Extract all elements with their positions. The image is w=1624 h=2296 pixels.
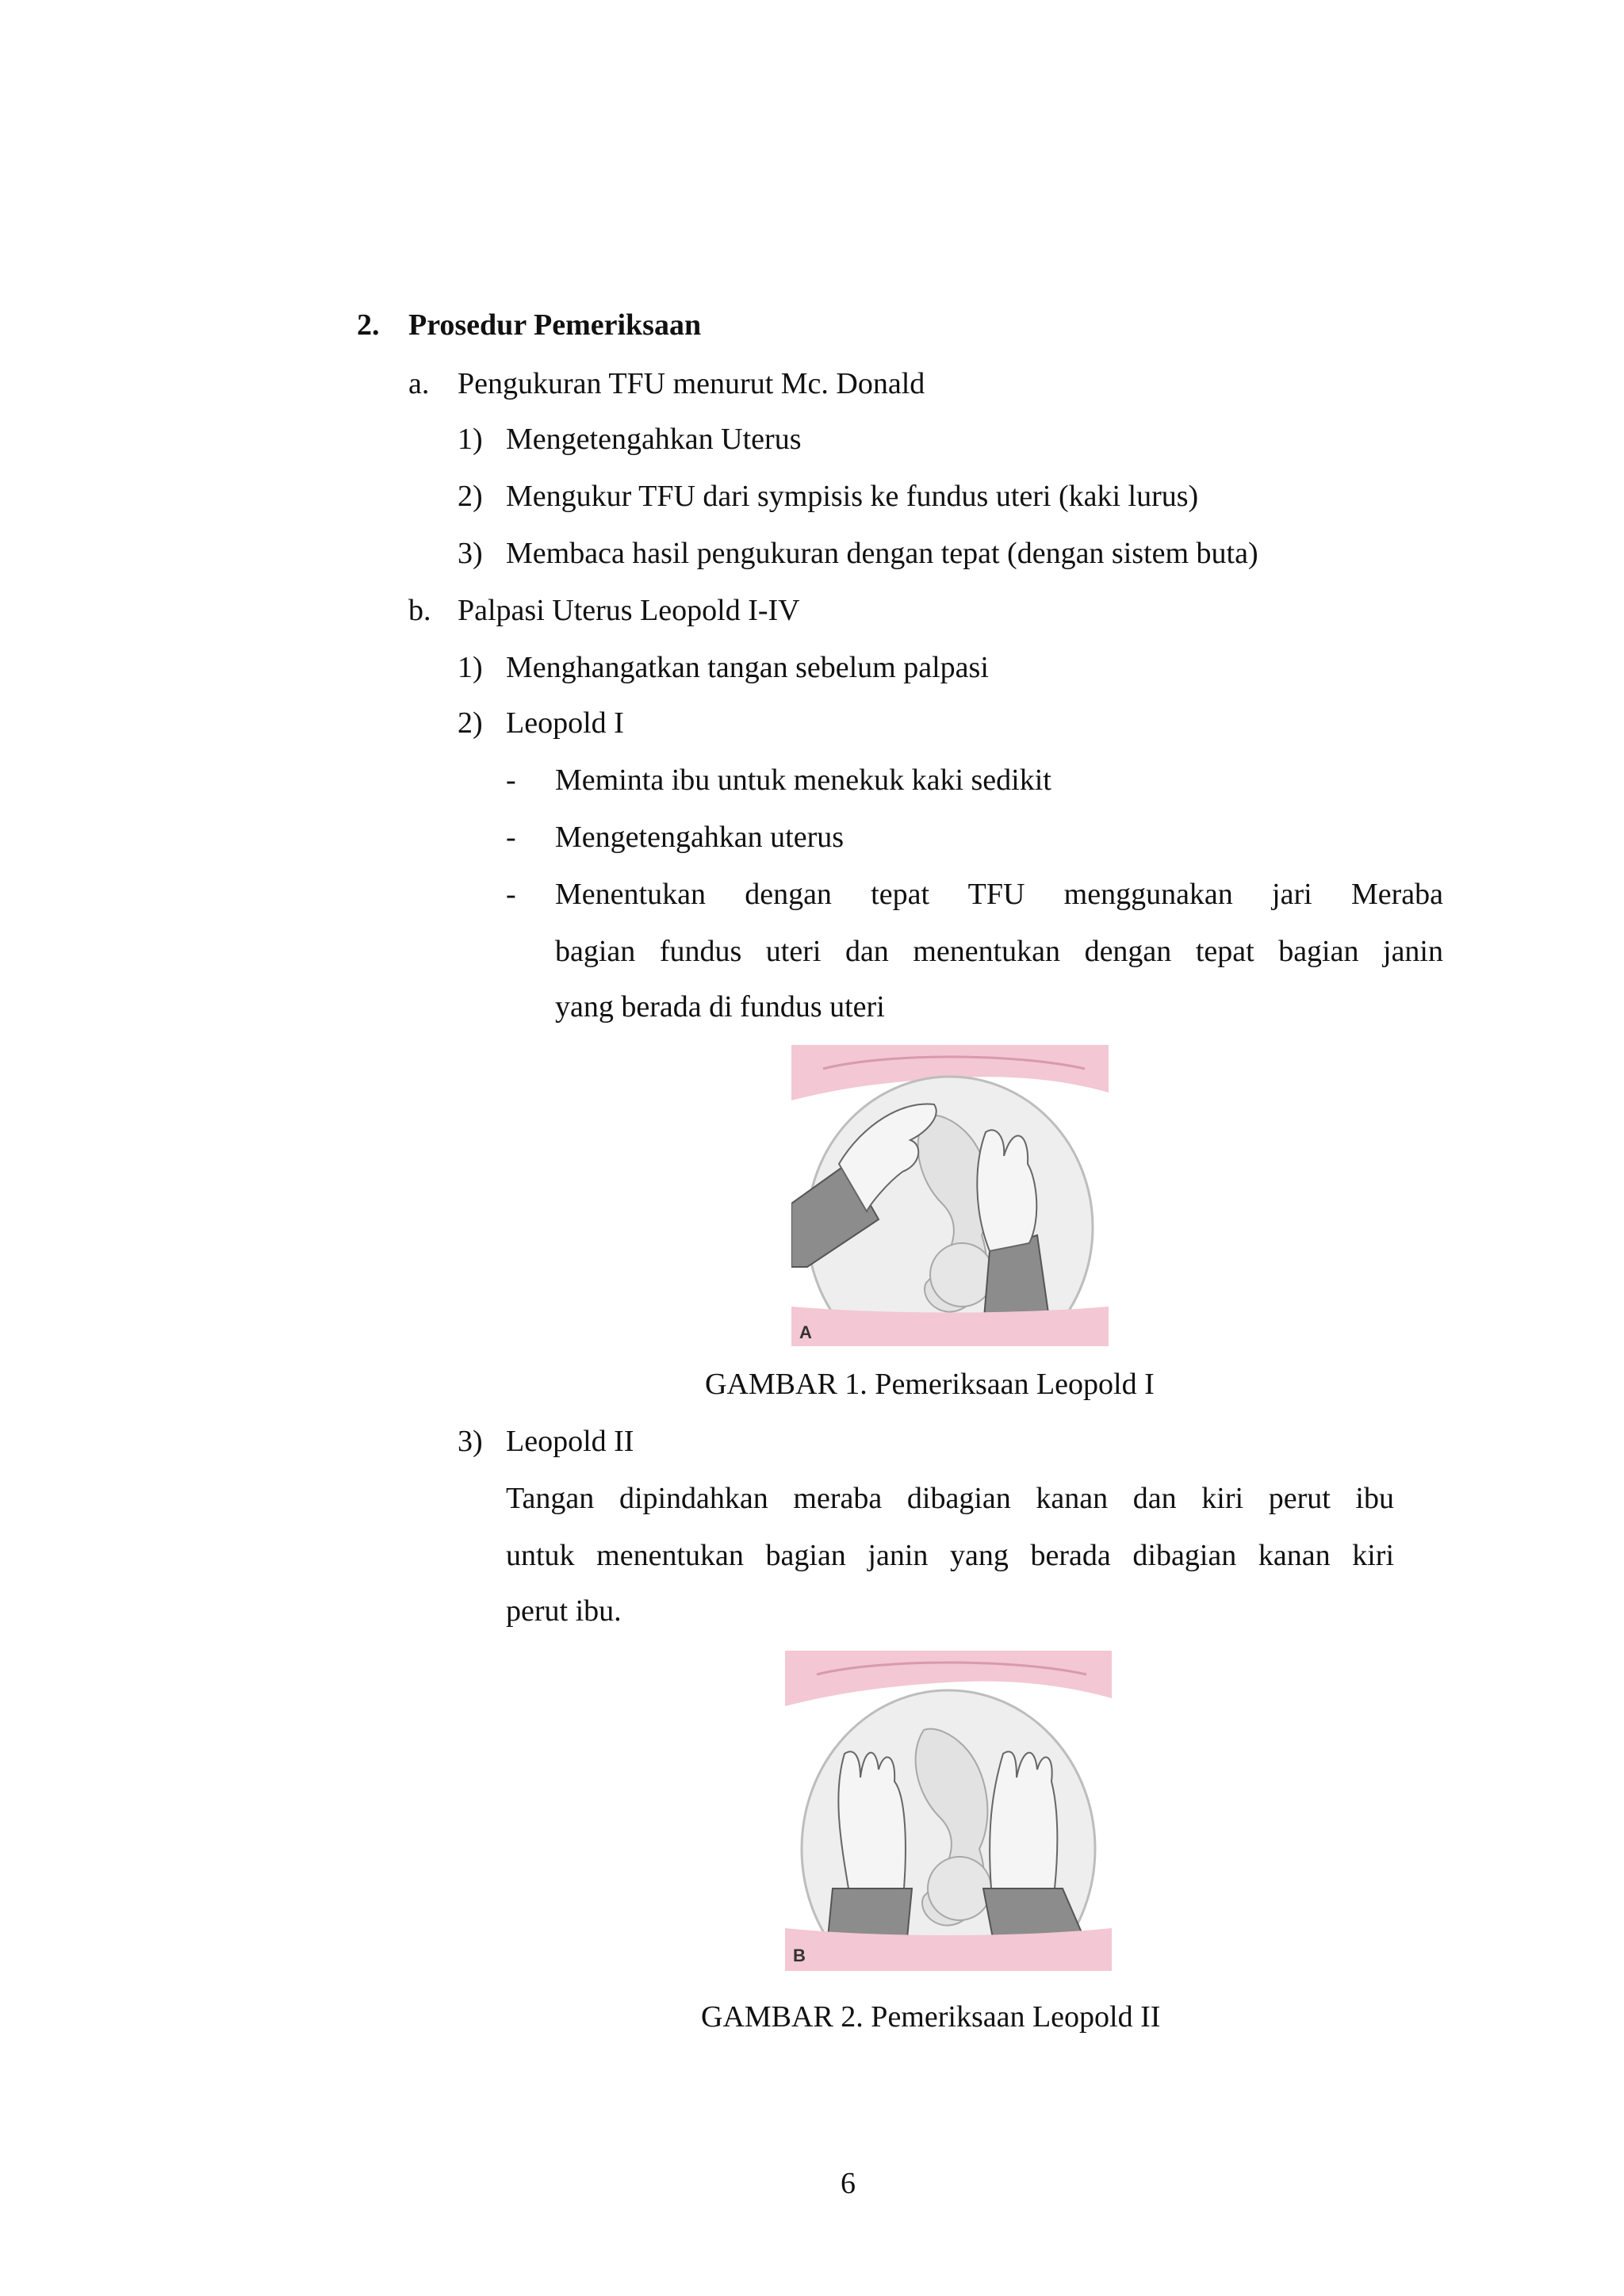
a-step-2-marker: 2) [458,480,483,513]
section-number: 2. [357,308,380,342]
a-step-3-marker: 3) [458,537,483,570]
bullet-1-text: Meminta ibu untuk menekuk kaki sedikit [555,763,1051,797]
leopold-1-illustration [791,1045,1109,1346]
figure-1-label: A [799,1322,812,1342]
a-step-1-text: Mengetengahkan Uterus [506,423,802,456]
item-a-title: Pengukuran TFU menurut Mc. Donald [458,367,925,400]
a-step-1-marker: 1) [458,423,483,456]
bullet-2-text: Mengetengahkan uterus [555,821,845,854]
a-step-3-text: Membaca hasil pengukuran dengan tepat (dengan sistem buta) [506,537,1258,570]
leopold-2-desc-line-2: untuk menentukan bagian janin yang berada dibagian kanan kiri [506,1539,1394,1572]
figure-1-caption: GAMBAR 1. Pemeriksaan Leopold I [705,1368,1155,1401]
b-step-1-text: Menghangatkan tangan sebelum palpasi [506,651,989,684]
figure-2-caption: GAMBAR 2. Pemeriksaan Leopold II [701,2000,1161,2034]
bullet-3-line-1: Menentukan dengan tepat TFU menggunakan jari Meraba [555,878,1443,911]
leopold-2-desc-line-1: Tangan dipindahkan meraba dibagian kanan dan kiri perut ibu [506,1482,1394,1515]
figure-leopold-2 [785,1651,1112,1971]
a-step-2-text: Mengukur TFU dari sympisis ke fundus uteri (kaki lurus) [506,480,1199,513]
b-step-3-text: Leopold II [506,1425,634,1458]
b-step-2-marker: 2) [458,706,483,740]
b-step-1-marker: 1) [458,651,483,684]
bullet-3-marker: - [506,878,516,911]
figure-leopold-1 [791,1045,1109,1346]
bullet-1-marker: - [506,763,516,797]
bullet-3-line-3: yang berada di fundus uteri [555,990,885,1024]
figure-2-label: B [793,1946,806,1965]
page-number: 6 [841,2167,856,2200]
bullet-3-line-2: bagian fundus uteri dan menentukan dengan tepat bagian janin [555,935,1443,968]
bullet-2-marker: - [506,821,516,854]
section-title: Prosedur Pemeriksaan [408,308,702,342]
item-b-title: Palpasi Uterus Leopold I-IV [458,594,800,627]
b-step-2-text: Leopold I [506,706,624,740]
b-step-3-marker: 3) [458,1425,483,1458]
leopold-2-desc-line-3: perut ibu. [506,1594,622,1628]
leopold-2-illustration [785,1651,1112,1971]
item-b-marker: b. [408,594,431,627]
item-a-marker: a. [408,367,430,400]
